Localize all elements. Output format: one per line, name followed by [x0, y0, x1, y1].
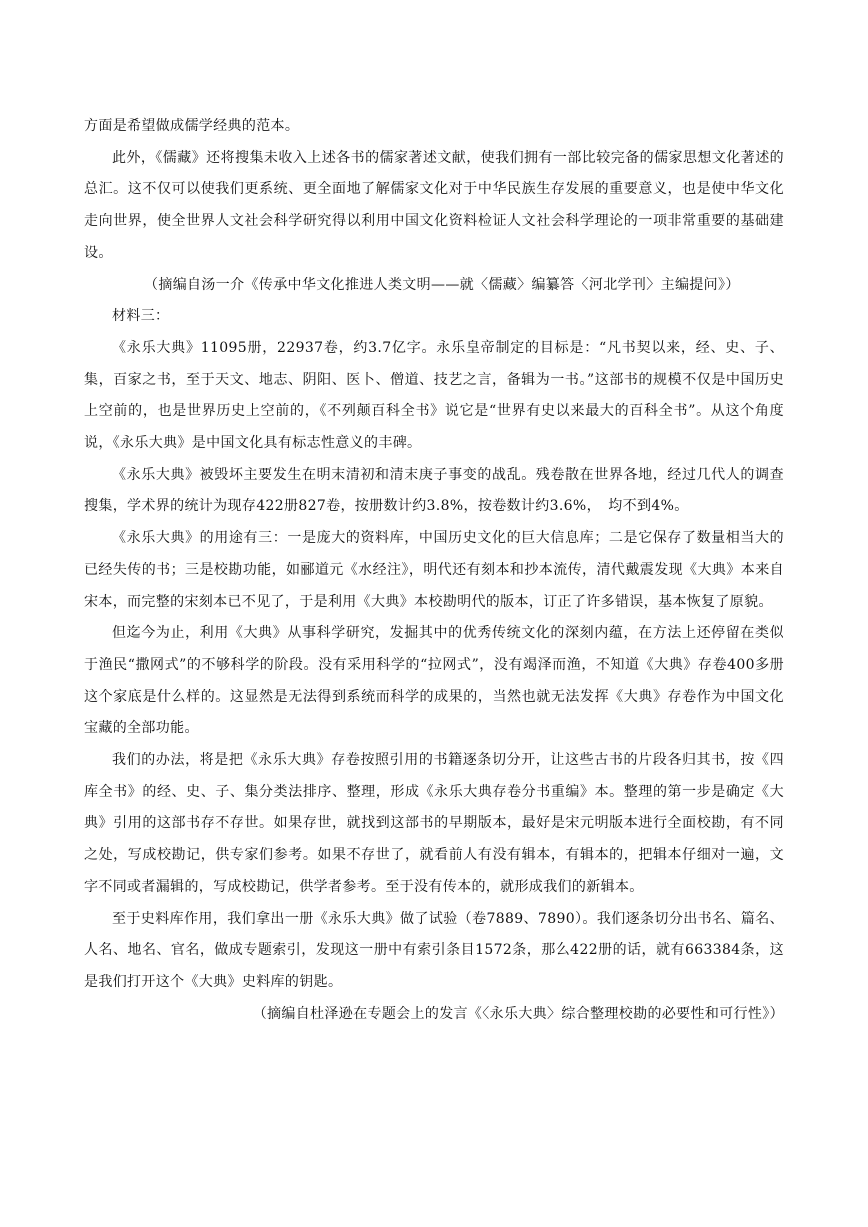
paragraph-research-method: 但迄今为止，利用《大典》从事科学研究，发掘其中的优秀传统文化的深刻内蕴，在方法上还停留在类似于渔民“撒网式”的不够科学的阶段。没有采用科学的“拉网式”，没有竭泽而渔，不知道《大典》存卷400多册这个家底是什么样的。这显然是无法得到系统而科学的成果的，当然也就无法发挥《大典》存卷作为中国文化宝藏的全部功能。	[84, 625, 784, 737]
paragraph-historical-database: 至于史料库作用，我们拿出一册《永乐大典》做了试验（卷7889、7890）。我们逐条切分出书名、篇名、人名、地名、官名，做成专题索引，发现这一册中有索引条目1572条，那么422册的话，就有663384条，这是我们打开这个《大典》史料库的钥匙。	[84, 910, 784, 990]
source-citation-du: （摘编自杜泽逊在专题会上的发言《〈永乐大典〉综合整理校勘的必要性和可行性》）	[252, 1005, 784, 1022]
source-citation-tang: （摘编自汤一介《传承中华文化推进人类文明——就〈儒藏〉编纂答〈河北学刊〉主编提问》）	[144, 276, 740, 293]
section-label-material-three: 材料三：	[112, 308, 170, 325]
paragraph-yongle-uses: 《永乐大典》的用途有三：一是庞大的资料库，中国历史文化的巨大信息库；二是它保存了数量相当大的已经失传的书；三是校勘功能，如郦道元《水经注》，明代还有刻本和抄本流传，清代戴震发现《大典》本来自宋本，而完整的宋刻本已不见了，于是利用《大典》本校勘明代的版本，订正了许多错误，基本恢复了原貌。	[84, 530, 784, 610]
paragraph-yongle-scale: 《永乐大典》11095册，22937卷，约3.7亿字。永乐皇帝制定的目标是：“凡书契以来，经、史、子、集，百家之书，至于天文、地志、阴阳、医卜、僧道、技艺之言，备辑为一书。”这部书的规模不仅是中国历史上空前的，也是世界历史上空前的，《不列颠百科全书》说它是“世界有史以来最大的百科全书”。从这个角度说，《永乐大典》是中国文化具有标志性意义的丰碑。	[84, 339, 784, 452]
paragraph-yongle-damage: 《永乐大典》被毁坏主要发生在明末清初和清末庚子事变的战乱。残卷散在世界各地，经过几代人的调查搜集，学术界的统计为现存422册827卷，按册数计约3.8%，按卷数计约3.6%， 均不到4%。	[84, 466, 784, 515]
paragraph-rucang-collection: 此外，《儒藏》还将搜集未收入上述各书的儒家著述文献，使我们拥有一部比较完备的儒家思想文化著述的总汇。这不仅可以使我们更系统、更全面地了解儒家文化对于中华民族生存发展的重要意义，也是使中华文化走向世界，使全世界人文社会科学研究得以利用中国文化资料检证人文社会科学理论的一项非常重要的基础建设。	[84, 149, 784, 261]
paragraph-continuation: 方面是希望做成儒学经典的范本。	[84, 118, 300, 134]
paragraph-our-approach: 我们的办法，将是把《永乐大典》存卷按照引用的书籍逐条切分开，让这些古书的片段各归其书，按《四库全书》的经、史、子、集分类法排序、整理，形成《永乐大典存卷分书重编》本。整理的第一步是确定《大典》引用的这部书存不存世。如果存世，就找到这部书的早期版本，最好是宋元明版本进行全面校勘，有不同之处，写成校勘记，供专家们参考。如果不存世了，就看前人有没有辑本，有辑本的，把辑本仔细对一遍，文字不同或者漏辑的，写成校勘记，供学者参考。至于没有传本的，就形成我们的新辑本。	[84, 752, 784, 895]
